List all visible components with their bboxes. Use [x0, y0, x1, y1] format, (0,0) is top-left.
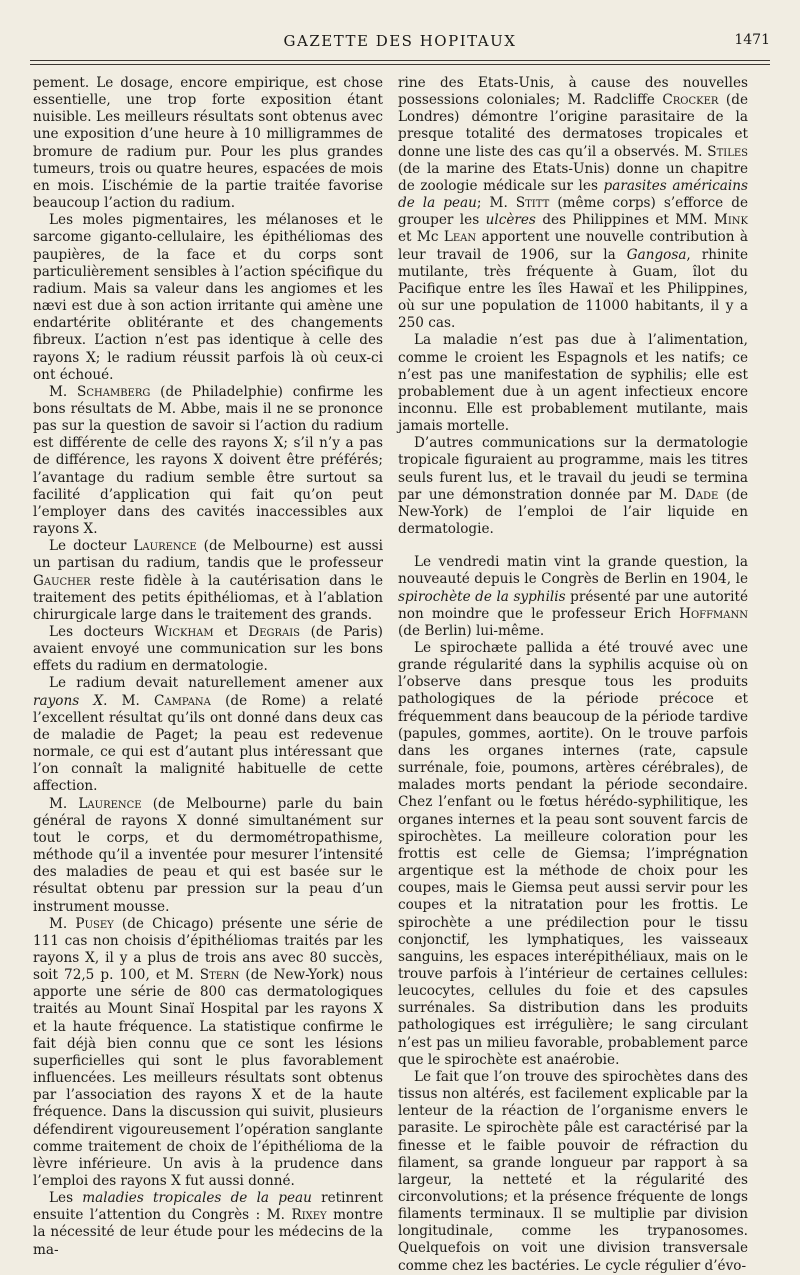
page-number: 1471 [734, 32, 770, 48]
paragraph: Le fait que l’on trouve des spirochètes dans des tissus non altérés, est facilement explicable par la lenteur de la réaction de l’organisme envers le parasite. Le spirochète pâle est caractérisé par la finesse et le faible pouvoir de réfraction du filament, sa grande longueur par rapport à sa largeur, la netteté et la régularité des circonvolutions; et la présence fréquente de longs filaments terminaux. Il se multiplie par division longitudinale, comme les trypanosomes. Quelquefois on voit une division transversale comme chez les bactéries. Le cycle régulier d’évo- [398, 1068, 748, 1274]
author-name: Campana [154, 692, 211, 709]
paragraph: Le radium devait naturellement amener aux rayons X. M. Campana (de Rome) a relaté l’excellent résultat qu’ils ont donné dans deux cas de maladie de Paget; la peau est redevenue normale, ce qui est d’autant plus intéressant que l’on connaît la malignité habituelle de cette affection. [33, 675, 383, 795]
paragraph: M. Schamberg (de Philadelphie) confirme les bons résultats de M. Abbe, mais il ne se prononce pas sur la question de savoir si l’action du radium est différente de celle des rayons X; s’il n’y a pas de différence, les rayons X doivent être préférés; l’avantage du radium semble être surtout sa facilité d’application qui fait qu’on peut l’employer dans des cavités inaccessibles aux rayons X. [33, 383, 383, 538]
paragraph: D’autres communications sur la dermatologie tropicale figuraient au programme, mais les titres seuls furent lus, et le travail du jeudi se termina par une démonstration donnée par M. Dade (de New-York) de l’emploi de l’air liquide en dermatologie. [398, 435, 748, 538]
author-name: Mink [713, 212, 748, 229]
author-name: Rixey [291, 1207, 327, 1224]
header-rule-bottom [30, 64, 770, 65]
page-header [30, 32, 770, 58]
paragraph: Les maladies tropicales de la peau retinrent ensuite l’attention du Congrès : M. Rixey montre la nécessité de leur étude pour les médecins de la ma- [33, 1190, 384, 1258]
paragraph: M. Pusey (de Chicago) présente une série de 111 cas non choisis d’épithéliomas traités par les rayons X, il y a plus de trois ans avec 80 succès, soit 72,5 p. 100, et M. Stern (de New-York) nous apporte une série de 800 cas dermatologiques traités au Mount Sinaï Hospital par les rayons X et la haute fréquence. La statistique confirme le fait déjà bien connu que ce sont les lésions superficielles qui sont le plus favorablement influencées. Les meilleurs résultats sont obtenus par l’association des rayons X et de la haute fréquence. Dans la discussion qui suivit, plusieurs défendirent vigoureusement l’opération sanglante comme traitement de choix de l’épithélioma de la lèvre inférieure. Un avis à la prudence dans l’emploi des rayons X fut aussi donné. [33, 915, 384, 1189]
right-column [398, 75, 748, 1275]
paragraph: pement. Le dosage, encore empirique, est chose essentielle, une trop forte exposition étant nuisible. Les meilleurs résultats sont obtenus avec une exposition d’une heure à 10 milligrammes de bromure de radium pur. Pour les plus grandes tumeurs, trois ou quatre heures, espacées de mois en mois. L’ischémie de la partie traitée favorise beaucoup l’action du radium. [33, 75, 383, 212]
author-name: Laurence [133, 538, 197, 555]
paragraph: Le docteur Laurence (de Melbourne) est aussi un partisan du radium, tandis que le professeur Gaucher reste fidèle à la cautérisation dans le traitement des petits épithéliomas, et à l’ablation chirurgicale large dans le traitement des grands. [33, 538, 383, 623]
paragraph: Les docteurs Wickham et Degrais (de Paris) avaient envoyé une communication sur les bons effets du radium en dermatologie. [33, 624, 383, 675]
author-name: Wickham [154, 624, 214, 640]
author-name: Hoffmann [679, 605, 748, 622]
author-name: Degrais [248, 624, 301, 640]
author-name: Lean [443, 229, 477, 246]
header-rule-top [30, 60, 770, 61]
italic-term: maladies tropicales de la peau [82, 1190, 312, 1207]
author-name: Stiles [707, 143, 748, 160]
author-name: Schamberg [77, 383, 151, 400]
journal-title: GAZETTE DES HOPITAUX [283, 32, 517, 50]
italic-term: parasites américains de la peau [398, 177, 748, 212]
paragraph: Le spirochæte pallida a été trouvé avec une grande régularité dans la syphilis acquise où on l’observe dans presque tous les produits pathologiques de la période précoce et fréquemment dans beaucoup de la période tardive (papules, gommes, aortite). On le trouve parfois dans les organes internes (rate, capsule surrénale, foie, poumons, artères cérébrales), de malades morts pendant la période secondaire. Chez l’enfant ou le fœtus hérédo-syphilitique, les organes internes et la peau sont souvent farcis de spirochètes. La meilleure coloration pour les frottis est celle de Giemsa; l’imprégnation argentique est la méthode de choix pour les coupes, mais le Giemsa peut aussi servir pour les coupes et la nitratation pour les frottis. Le spirochète a une prédilection pour le tissu conjonctif, les lymphatiques, les vaisseaux sanguins, les espaces interépithéliaux, mais on le trouve parfois à l’intérieur de certaines cellules: leucocytes, cellules du foie et des capsules surrénales. Sa distribution dans les produits pathologiques est irrégulière; le sang circulant n’est pas un milieu favorable, probablement parce que le spirochète est anaérobie. [398, 640, 748, 1068]
paragraph: Le vendredi matin vint la grande question, la nouveauté depuis le Congrès de Berlin en 1904, le spirochète de la syphilis présenté par une autorité non moindre que le professeur Erich Hoffmann (de Berlin) lui-même. [398, 554, 749, 639]
author-name: Gaucher [33, 572, 91, 589]
italic-term: spirochète de la syphilis [398, 588, 566, 605]
paragraph: La maladie n’est pas due à l’alimentation, comme le croient les Espagnols et les natifs; ce n’est pas une manifestation de syphilis; elle est probablement due à un agent infectieux encore inconnu. Elle est probablement mutilante, mais jamais mortelle. [398, 332, 748, 435]
italic-term: rayons X [33, 692, 104, 709]
author-name: Pusey [75, 915, 114, 932]
author-name: Crocker [662, 92, 719, 109]
paragraph: M. Laurence (de Melbourne) parle du bain général de rayons X donné simultanément sur tout le corps, et du dermométropathisme, méthode qu’il a inventée pour mesurer l’intensité des maladies de peau et qui est basée sur le résultat obtenu par pression sur la peau d’un instrument mousse. [33, 795, 383, 915]
paragraph: rine des Etats-Unis, à cause des nouvelles possessions coloniales; M. Radcliffe Crocker (de Londres) démontre l’origine parasitaire de la presque totalité des dermatoses tropicales et donne une liste des cas qu’il a observés. M. Stiles (de la marine des Etats-Unis) donne un chapitre de zoologie médicale sur les parasites américains de la peau; M. Stitt (même corps) s’efforce de grouper les ulcères des Philippines et MM. Mink et Mc Lean apportent une nouvelle contribution à leur travail de 1906, sur la Gangosa, rhinite mutilante, très fréquente à Guam, îlot du Pacifique entre les îles Hawaï et les Philippines, où sur une population de 11000 habitants, il y a 250 cas. [398, 75, 749, 332]
italic-term: ulcères [485, 212, 536, 229]
paragraph: Les moles pigmentaires, les mélanoses et le sarcome giganto-cellulaire, les épithéliomas des paupières, de la face et du corps sont particulièrement sensibles à l’action spécifique du radium. Mais sa valeur dans les angiomes et les nævi est due à son action irritante qui amène une endartérite oblitérante et des changements fibreux. L’action n’est pas identique à celle des rayons X; le radium réussit parfois là où ceux-ci ont échoué. [33, 212, 383, 383]
left-column [33, 75, 383, 1259]
author-name: Dade [684, 486, 719, 503]
italic-term: Gangosa [626, 246, 687, 263]
author-name: Stitt [515, 195, 550, 212]
author-name: Laurence [78, 795, 142, 812]
author-name: Stern [199, 967, 240, 984]
